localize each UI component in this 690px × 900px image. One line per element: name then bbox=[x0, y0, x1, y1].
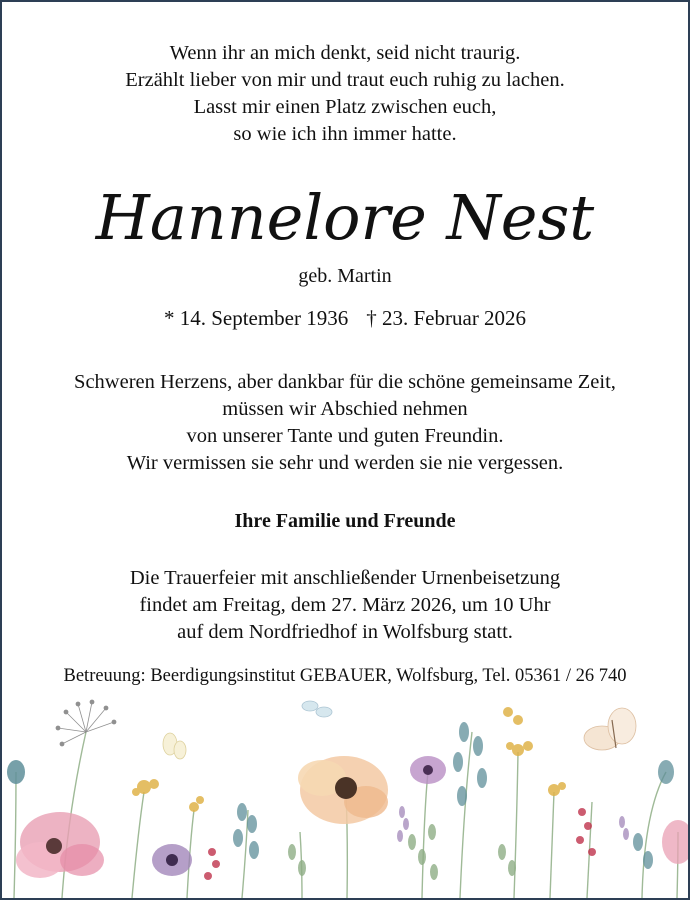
death-date: † 23. Februar 2026 bbox=[366, 306, 527, 330]
service-line: auf dem Nordfriedhof in Wolfsburg statt. bbox=[177, 621, 513, 643]
butterfly-icon bbox=[163, 733, 186, 759]
poem bbox=[2, 40, 688, 148]
life-dates bbox=[2, 304, 688, 332]
poem-line: Lasst mir einen Platz zwischen euch, bbox=[193, 96, 497, 118]
pink-poppy-icon bbox=[16, 812, 104, 878]
butterfly-icon bbox=[584, 708, 636, 750]
service-line: Die Trauerfeier mit anschließender Urnenbeisetzung bbox=[129, 567, 561, 589]
deceased-name: Hannelore Nest bbox=[95, 181, 595, 254]
message-line: Schweren Herzens, aber dankbar für die schöne gemeinsame Zeit, bbox=[74, 371, 616, 393]
birth-date: * 14. September 1936 bbox=[163, 306, 349, 330]
signoff: Ihre Familie und Freunde bbox=[234, 510, 456, 532]
service-notice bbox=[2, 565, 688, 646]
poem-line: so wie ich ihn immer hatte. bbox=[233, 123, 457, 145]
message-line: Wir vermissen sie sehr und werden sie nie vergessen. bbox=[126, 452, 564, 474]
poem-line: Wenn ihr an mich denkt, seid nicht traurig. bbox=[169, 42, 521, 64]
message-line: von unserer Tante und guten Freundin. bbox=[186, 425, 504, 447]
peach-poppy-icon bbox=[298, 756, 388, 824]
undertaker-notice: Betreuung: Beerdigungsinstitut GEBAUER, Wolfsburg, Tel. 05361 / 26 740 bbox=[63, 666, 627, 686]
message-line: müssen wir Abschied nehmen bbox=[222, 398, 468, 420]
farewell-message bbox=[2, 369, 688, 477]
wildflower-meadow-illustration bbox=[2, 692, 688, 898]
service-line: findet am Freitag, dem 27. März 2026, um 10 Uhr bbox=[139, 594, 551, 616]
birth-name: geb. Martin bbox=[298, 265, 392, 287]
butterfly-icon bbox=[302, 701, 332, 717]
poem-line: Erzählt lieber von mir und traut euch ruhig zu lachen. bbox=[125, 69, 565, 91]
